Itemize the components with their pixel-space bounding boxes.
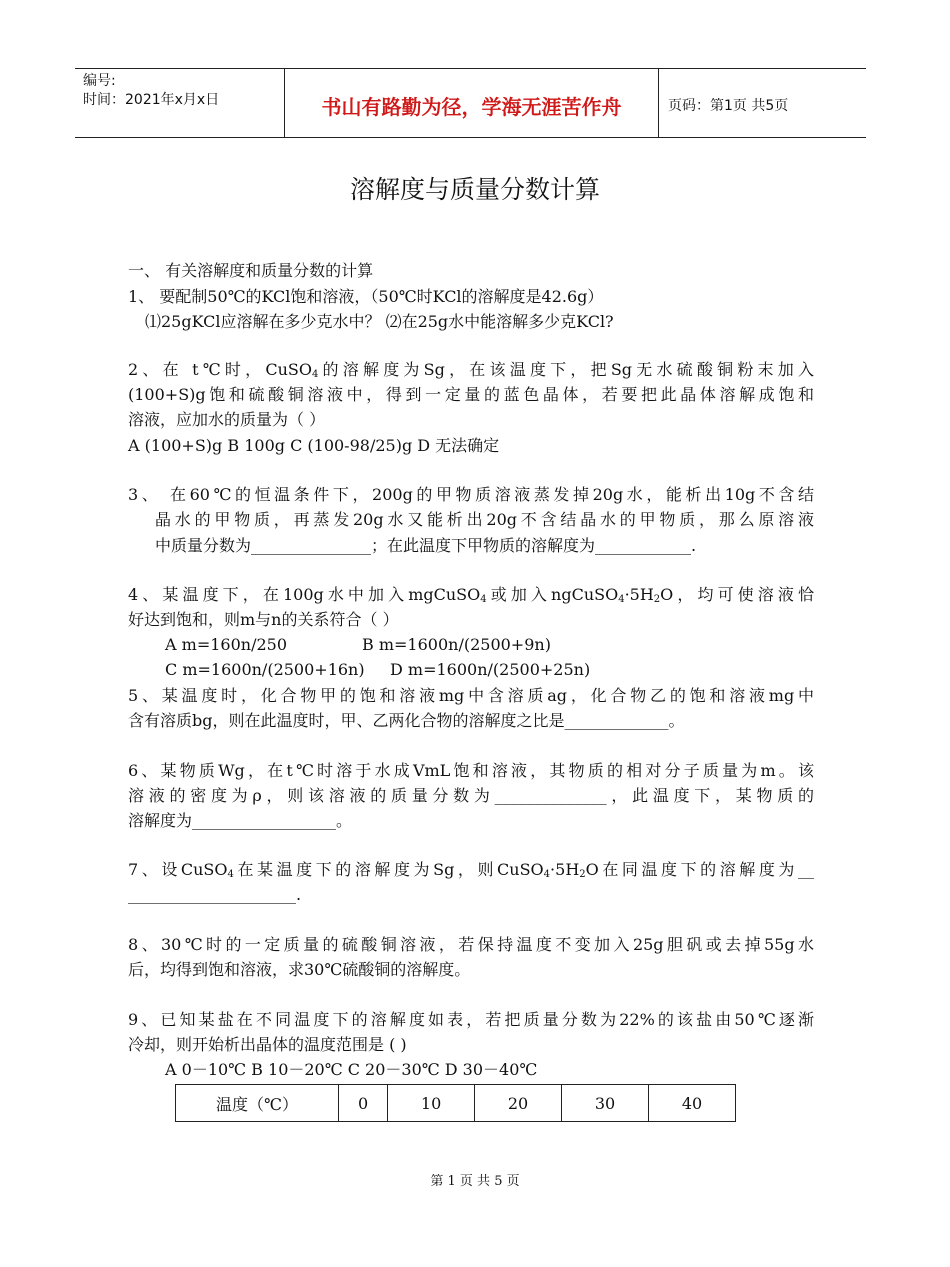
q6-line2: 溶液的密度为ρ，则该溶液的质量分数为______________，此温度下，某物质的: [128, 786, 814, 805]
document-title: 溶解度与质量分数计算: [349, 175, 600, 204]
table-cell: 10: [388, 1085, 475, 1122]
q9-line1: 9、已知某盐在不同温度下的溶解度如表，若把质量分数为22%的该盐由50℃逐渐: [128, 1010, 814, 1029]
temperature-table: [175, 1084, 736, 1122]
q9-line2: 冷却，则开始析出晶体的温度范围是 ( ): [128, 1035, 407, 1054]
q1-line1: 1、 要配制50℃的KCl饱和溶液，（50℃时KCl的溶解度是42.6g）: [128, 287, 604, 306]
table-cell: 40: [649, 1085, 736, 1122]
q8-line2: 后，均得到饱和溶液，求30℃硫酸铜的溶解度。: [128, 960, 471, 979]
q2-line3: 溶液，应加水的质量为（ ）: [128, 410, 326, 429]
section-heading: 一、 有关溶解度和质量分数的计算: [128, 261, 374, 280]
q6-line3: 溶解度为__________________。: [128, 811, 353, 830]
header-page-info: 页码：第1页 共5页: [668, 98, 789, 114]
q4-option-c: C m=1600n/(2500+16n): [165, 660, 365, 679]
document-header: [75, 68, 866, 138]
time-label: 时间：2021年x月x日: [83, 92, 220, 108]
q4-option-b: B m=1600n/(2500+9n): [362, 635, 551, 654]
q7-line2: _____________________.: [128, 885, 302, 904]
number-label: 编号:: [83, 73, 116, 89]
table-header-cell: 温度（℃）: [176, 1085, 339, 1122]
table-cell: 0: [339, 1085, 388, 1122]
header-motto: 书山有路勤为径，学海无涯苦作舟: [285, 69, 659, 137]
q4-option-d: D m=1600n/(2500+25n): [390, 660, 591, 679]
q7-line1: 7、设CuSO$_4$在某温度下的溶解度为Sg，则$CuSO_4\cdot 5H_2O$在同温度下的溶解度为__: [128, 860, 814, 880]
q4-line2: 好达到饱和，则m与n的关系符合（ ）: [128, 610, 399, 629]
q2-options: A (100+S)g B 100g C (100-98/25)g D 无法确定: [128, 436, 500, 455]
q5-line2: 含有溶质bg，则在此温度时，甲、乙两化合物的溶解度之比是_____________。: [128, 711, 685, 730]
page-footer: 第 1 页 共 5 页: [430, 1174, 520, 1189]
table-cell: 20: [475, 1085, 562, 1122]
table-cell: 30: [562, 1085, 649, 1122]
q5-line1: 5、某温度时，化合物甲的饱和溶液mg中含溶质ag，化合物乙的饱和溶液mg中: [128, 686, 814, 705]
q1-line2: ⑴25gKCl应溶解在多少克水中？ ⑵在25g水中能溶解多少克KCl?: [145, 312, 614, 331]
q3-line2: 晶水的甲物质，再蒸发20g水又能析出20g不含结晶水的甲物质，那么原溶液: [155, 510, 814, 529]
q3-line3: 中质量分数为_______________；在此温度下甲物质的溶解度为____________.: [155, 536, 697, 555]
header-meta: [75, 69, 285, 137]
q3-line1: 3、 在60℃的恒温条件下，200g的甲物质溶液蒸发掉20g水，能析出10g不含结: [128, 485, 814, 504]
q6-line1: 6、某物质Wg，在t℃时溶于水成VmL饱和溶液，其物质的相对分子质量为m。该: [128, 761, 814, 780]
table-row: [176, 1085, 736, 1122]
q4-line1: 4、某温度下，在100g水中加入mgCuSO$_4$或加入$ngCuSO_4\cdot 5H_2O$，均可使溶液恰: [128, 585, 814, 605]
q4-option-a: A m=160n/250: [165, 635, 287, 654]
q2-line1: 2、在 t℃时，CuSO$_4$的溶解度为Sg，在该温度下，把Sg无水硫酸铜粉末加入: [128, 360, 814, 380]
q2-line2: (100+S)g饱和硫酸铜溶液中，得到一定量的蓝色晶体，若要把此晶体溶解成饱和: [128, 385, 814, 404]
q9-options: A 0－10℃ B 10－20℃ C 20－30℃ D 30－40℃: [165, 1060, 538, 1079]
q8-line1: 8、30℃时的一定质量的硫酸铜溶液，若保持温度不变加入25g胆矾或去掉55g水: [128, 935, 814, 954]
